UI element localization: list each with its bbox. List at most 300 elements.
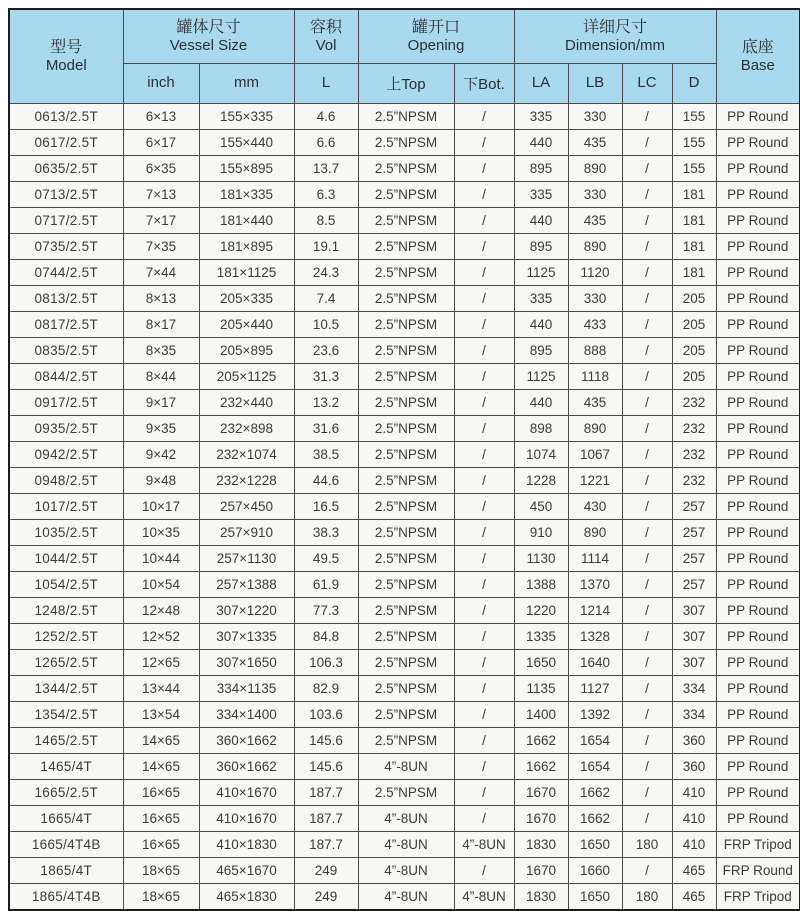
cell-la: 1125: [514, 363, 568, 389]
cell-vol: 7.4: [294, 285, 358, 311]
table-row: [9, 467, 800, 493]
subheader-inch-label: inch: [147, 74, 175, 91]
cell-d: 205: [672, 285, 716, 311]
cell-inch: 16×65: [123, 779, 199, 805]
table-row: [9, 649, 800, 675]
cell-la: 1135: [514, 675, 568, 701]
cell-d: 465: [672, 857, 716, 883]
cell-vol: 8.5: [294, 207, 358, 233]
cell-model: 1465/4T: [9, 753, 123, 779]
header-vessel-size-en: Vessel Size: [169, 36, 248, 54]
cell-lc: /: [622, 155, 672, 181]
cell-top: 2.5”NPSM: [358, 207, 454, 233]
cell-d: 257: [672, 571, 716, 597]
table-row: [9, 207, 800, 233]
cell-model: 0635/2.5T: [9, 155, 123, 181]
cell-lb: 1660: [568, 857, 622, 883]
cell-mm: 307×1220: [199, 597, 294, 623]
cell-inch: 14×65: [123, 727, 199, 753]
cell-base: FRP Round: [716, 857, 800, 883]
cell-d: 181: [672, 207, 716, 233]
cell-top: 2.5”NPSM: [358, 675, 454, 701]
cell-inch: 12×48: [123, 597, 199, 623]
cell-model: 1252/2.5T: [9, 623, 123, 649]
cell-base: PP Round: [716, 467, 800, 493]
cell-la: 1220: [514, 597, 568, 623]
table-row: [9, 259, 800, 285]
cell-inch: 6×13: [123, 103, 199, 129]
cell-model: 1035/2.5T: [9, 519, 123, 545]
cell-vol: 61.9: [294, 571, 358, 597]
cell-d: 155: [672, 129, 716, 155]
cell-top: 2.5”NPSM: [358, 155, 454, 181]
subheader-inch: [123, 63, 199, 103]
header-vol-zh: 容积: [310, 18, 343, 36]
header-base-en: Base: [740, 56, 775, 74]
cell-vol: 38.3: [294, 519, 358, 545]
cell-la: 910: [514, 519, 568, 545]
table-row: [9, 311, 800, 337]
cell-la: 440: [514, 207, 568, 233]
cell-bot: /: [454, 103, 514, 129]
header-vol-en: Vol: [315, 36, 337, 54]
cell-top: 4”-8UN: [358, 831, 454, 857]
cell-d: 155: [672, 155, 716, 181]
table-row: [9, 389, 800, 415]
table-row: [9, 883, 800, 910]
cell-mm: 232×898: [199, 415, 294, 441]
cell-base: PP Round: [716, 805, 800, 831]
table-row: [9, 415, 800, 441]
cell-mm: 257×450: [199, 493, 294, 519]
cell-lc: /: [622, 467, 672, 493]
cell-bot: /: [454, 597, 514, 623]
subheader-bot: [454, 63, 514, 103]
cell-lc: /: [622, 207, 672, 233]
table-row: [9, 571, 800, 597]
subheader-lb-label: LB: [585, 74, 605, 91]
cell-lb: 433: [568, 311, 622, 337]
cell-lb: 435: [568, 389, 622, 415]
cell-bot: /: [454, 363, 514, 389]
cell-la: 1830: [514, 831, 568, 857]
cell-lc: /: [622, 441, 672, 467]
cell-model: 1665/4T4B: [9, 831, 123, 857]
subheader-lc-label: LC: [637, 74, 657, 91]
cell-la: 1662: [514, 753, 568, 779]
cell-base: PP Round: [716, 441, 800, 467]
cell-base: PP Round: [716, 311, 800, 337]
cell-inch: 12×52: [123, 623, 199, 649]
table-row: [9, 701, 800, 727]
cell-lc: /: [622, 363, 672, 389]
cell-mm: 465×1670: [199, 857, 294, 883]
cell-lb: 435: [568, 207, 622, 233]
cell-top: 2.5”NPSM: [358, 129, 454, 155]
cell-la: 335: [514, 285, 568, 311]
cell-vol: 24.3: [294, 259, 358, 285]
cell-base: PP Round: [716, 155, 800, 181]
cell-bot: /: [454, 727, 514, 753]
cell-vol: 23.6: [294, 337, 358, 363]
cell-lb: 1127: [568, 675, 622, 701]
cell-la: 895: [514, 337, 568, 363]
subheader-mm: [199, 63, 294, 103]
cell-bot: /: [454, 311, 514, 337]
cell-top: 2.5”NPSM: [358, 493, 454, 519]
cell-bot: /: [454, 259, 514, 285]
cell-la: 1670: [514, 857, 568, 883]
cell-top: 4”-8UN: [358, 805, 454, 831]
cell-model: 1054/2.5T: [9, 571, 123, 597]
table-row: [9, 103, 800, 129]
cell-model: 0813/2.5T: [9, 285, 123, 311]
cell-d: 465: [672, 883, 716, 910]
subheader-top: [358, 63, 454, 103]
cell-bot: /: [454, 493, 514, 519]
header-dimension: [514, 9, 716, 63]
cell-base: PP Round: [716, 129, 800, 155]
cell-top: 4”-8UN: [358, 883, 454, 910]
cell-vol: 103.6: [294, 701, 358, 727]
cell-d: 410: [672, 779, 716, 805]
cell-inch: 7×13: [123, 181, 199, 207]
cell-model: 0613/2.5T: [9, 103, 123, 129]
cell-top: 2.5”NPSM: [358, 181, 454, 207]
cell-mm: 257×1388: [199, 571, 294, 597]
cell-mm: 181×335: [199, 181, 294, 207]
cell-lc: 180: [622, 883, 672, 910]
header-vessel-size-zh: 罐体尺寸: [176, 18, 241, 36]
cell-bot: /: [454, 805, 514, 831]
cell-mm: 307×1335: [199, 623, 294, 649]
cell-inch: 16×65: [123, 805, 199, 831]
cell-model: 1665/2.5T: [9, 779, 123, 805]
cell-base: PP Round: [716, 181, 800, 207]
cell-bot: /: [454, 779, 514, 805]
cell-bot: /: [454, 233, 514, 259]
cell-mm: 257×1130: [199, 545, 294, 571]
cell-lc: /: [622, 857, 672, 883]
cell-model: 0835/2.5T: [9, 337, 123, 363]
cell-vol: 145.6: [294, 727, 358, 753]
cell-la: 335: [514, 181, 568, 207]
cell-base: PP Round: [716, 233, 800, 259]
cell-vol: 13.2: [294, 389, 358, 415]
cell-la: 1400: [514, 701, 568, 727]
cell-lc: /: [622, 675, 672, 701]
cell-la: 1650: [514, 649, 568, 675]
cell-mm: 205×1125: [199, 363, 294, 389]
cell-d: 360: [672, 753, 716, 779]
cell-top: 2.5”NPSM: [358, 545, 454, 571]
subheader-bot-label: 下Bot.: [463, 75, 505, 93]
cell-lb: 330: [568, 181, 622, 207]
cell-vol: 13.7: [294, 155, 358, 181]
cell-inch: 9×42: [123, 441, 199, 467]
cell-lb: 1650: [568, 831, 622, 857]
cell-model: 0942/2.5T: [9, 441, 123, 467]
cell-inch: 12×65: [123, 649, 199, 675]
cell-lc: /: [622, 597, 672, 623]
cell-top: 2.5”NPSM: [358, 259, 454, 285]
cell-lb: 330: [568, 103, 622, 129]
header-model-en: Model: [45, 56, 87, 74]
cell-top: 2.5”NPSM: [358, 415, 454, 441]
cell-inch: 6×35: [123, 155, 199, 181]
cell-inch: 13×54: [123, 701, 199, 727]
cell-bot: /: [454, 441, 514, 467]
cell-inch: 9×48: [123, 467, 199, 493]
cell-lb: 888: [568, 337, 622, 363]
table-row: [9, 181, 800, 207]
cell-inch: 7×17: [123, 207, 199, 233]
cell-model: 0817/2.5T: [9, 311, 123, 337]
cell-top: 2.5”NPSM: [358, 311, 454, 337]
table-row: [9, 155, 800, 181]
cell-inch: 10×17: [123, 493, 199, 519]
cell-vol: 106.3: [294, 649, 358, 675]
table-row: [9, 597, 800, 623]
cell-bot: /: [454, 467, 514, 493]
table-row: [9, 779, 800, 805]
table-row: [9, 363, 800, 389]
cell-top: 2.5”NPSM: [358, 467, 454, 493]
cell-lc: /: [622, 519, 672, 545]
cell-model: 1044/2.5T: [9, 545, 123, 571]
table-row: [9, 727, 800, 753]
table-body: [9, 103, 800, 910]
cell-top: 2.5”NPSM: [358, 233, 454, 259]
cell-lb: 1640: [568, 649, 622, 675]
cell-top: 2.5”NPSM: [358, 441, 454, 467]
cell-bot: /: [454, 675, 514, 701]
cell-lb: 1118: [568, 363, 622, 389]
cell-lc: /: [622, 233, 672, 259]
cell-d: 257: [672, 493, 716, 519]
cell-inch: 18×65: [123, 883, 199, 910]
cell-d: 334: [672, 675, 716, 701]
cell-top: 2.5”NPSM: [358, 519, 454, 545]
cell-d: 181: [672, 233, 716, 259]
cell-base: PP Round: [716, 701, 800, 727]
header-vol: [294, 9, 358, 63]
cell-lc: /: [622, 181, 672, 207]
cell-model: 0735/2.5T: [9, 233, 123, 259]
cell-model: 1665/4T: [9, 805, 123, 831]
cell-lb: 890: [568, 155, 622, 181]
cell-top: 4”-8UN: [358, 857, 454, 883]
subheader-la: [514, 63, 568, 103]
table-row: [9, 857, 800, 883]
cell-d: 307: [672, 597, 716, 623]
cell-lc: /: [622, 623, 672, 649]
cell-la: 1074: [514, 441, 568, 467]
header-base: [716, 9, 800, 103]
cell-lc: /: [622, 103, 672, 129]
cell-mm: 205×335: [199, 285, 294, 311]
table-row: [9, 753, 800, 779]
cell-model: 1865/4T: [9, 857, 123, 883]
header-base-zh: 底座: [741, 38, 774, 56]
cell-lb: 890: [568, 415, 622, 441]
cell-model: 1265/2.5T: [9, 649, 123, 675]
cell-vol: 38.5: [294, 441, 358, 467]
cell-base: PP Round: [716, 623, 800, 649]
cell-la: 898: [514, 415, 568, 441]
cell-lb: 1654: [568, 753, 622, 779]
cell-base: FRP Tripod: [716, 883, 800, 910]
cell-base: PP Round: [716, 649, 800, 675]
header-model: [9, 9, 123, 103]
cell-d: 155: [672, 103, 716, 129]
cell-d: 410: [672, 831, 716, 857]
cell-lc: /: [622, 753, 672, 779]
cell-la: 895: [514, 233, 568, 259]
cell-top: 2.5”NPSM: [358, 623, 454, 649]
cell-vol: 31.3: [294, 363, 358, 389]
cell-mm: 232×1074: [199, 441, 294, 467]
cell-bot: 4”-8UN: [454, 831, 514, 857]
cell-inch: 10×35: [123, 519, 199, 545]
cell-mm: 232×440: [199, 389, 294, 415]
cell-vol: 16.5: [294, 493, 358, 519]
cell-lb: 430: [568, 493, 622, 519]
cell-inch: 8×44: [123, 363, 199, 389]
cell-inch: 8×35: [123, 337, 199, 363]
cell-inch: 9×17: [123, 389, 199, 415]
cell-top: 2.5”NPSM: [358, 649, 454, 675]
cell-lb: 1662: [568, 779, 622, 805]
header-opening-en: Opening: [407, 36, 465, 54]
cell-d: 334: [672, 701, 716, 727]
cell-bot: /: [454, 753, 514, 779]
cell-top: 2.5”NPSM: [358, 727, 454, 753]
cell-la: 1670: [514, 779, 568, 805]
cell-mm: 334×1400: [199, 701, 294, 727]
cell-inch: 6×17: [123, 129, 199, 155]
cell-lb: 1214: [568, 597, 622, 623]
cell-la: 895: [514, 155, 568, 181]
cell-la: 1662: [514, 727, 568, 753]
cell-lc: /: [622, 727, 672, 753]
cell-base: PP Round: [716, 727, 800, 753]
cell-model: 1017/2.5T: [9, 493, 123, 519]
cell-mm: 181×895: [199, 233, 294, 259]
cell-base: PP Round: [716, 675, 800, 701]
cell-vol: 187.7: [294, 779, 358, 805]
cell-lb: 1650: [568, 883, 622, 910]
cell-base: PP Round: [716, 337, 800, 363]
cell-base: PP Round: [716, 363, 800, 389]
table-row: [9, 233, 800, 259]
cell-bot: /: [454, 337, 514, 363]
subheader-top-label: 上Top: [386, 75, 426, 93]
cell-lc: /: [622, 337, 672, 363]
cell-lb: 330: [568, 285, 622, 311]
cell-la: 1335: [514, 623, 568, 649]
cell-lb: 1221: [568, 467, 622, 493]
cell-model: 1465/2.5T: [9, 727, 123, 753]
cell-vol: 145.6: [294, 753, 358, 779]
header-opening: [358, 9, 514, 63]
cell-top: 2.5”NPSM: [358, 701, 454, 727]
cell-bot: /: [454, 129, 514, 155]
header-vessel-size: [123, 9, 294, 63]
cell-lb: 1392: [568, 701, 622, 727]
cell-top: 2.5”NPSM: [358, 285, 454, 311]
cell-d: 205: [672, 363, 716, 389]
cell-model: 0917/2.5T: [9, 389, 123, 415]
cell-model: 1344/2.5T: [9, 675, 123, 701]
cell-mm: 181×440: [199, 207, 294, 233]
cell-bot: /: [454, 285, 514, 311]
cell-bot: /: [454, 207, 514, 233]
cell-lb: 1662: [568, 805, 622, 831]
cell-d: 232: [672, 441, 716, 467]
cell-la: 1130: [514, 545, 568, 571]
cell-lb: 1654: [568, 727, 622, 753]
subheader-lc: [622, 63, 672, 103]
cell-mm: 410×1830: [199, 831, 294, 857]
cell-lb: 890: [568, 519, 622, 545]
cell-base: PP Round: [716, 545, 800, 571]
cell-d: 181: [672, 259, 716, 285]
cell-base: PP Round: [716, 207, 800, 233]
cell-mm: 155×440: [199, 129, 294, 155]
table-row: [9, 285, 800, 311]
cell-inch: 18×65: [123, 857, 199, 883]
cell-d: 257: [672, 519, 716, 545]
cell-lc: /: [622, 129, 672, 155]
cell-lb: 1067: [568, 441, 622, 467]
table-row: [9, 623, 800, 649]
cell-base: PP Round: [716, 493, 800, 519]
cell-vol: 187.7: [294, 805, 358, 831]
cell-lb: 1120: [568, 259, 622, 285]
cell-mm: 205×440: [199, 311, 294, 337]
cell-top: 2.5”NPSM: [358, 337, 454, 363]
cell-bot: /: [454, 571, 514, 597]
cell-la: 1125: [514, 259, 568, 285]
cell-d: 257: [672, 545, 716, 571]
cell-bot: /: [454, 181, 514, 207]
cell-inch: 10×44: [123, 545, 199, 571]
cell-model: 0617/2.5T: [9, 129, 123, 155]
cell-base: PP Round: [716, 519, 800, 545]
table-row: [9, 519, 800, 545]
cell-top: 2.5”NPSM: [358, 389, 454, 415]
cell-d: 410: [672, 805, 716, 831]
subheader-d: [672, 63, 716, 103]
cell-bot: /: [454, 415, 514, 441]
cell-bot: /: [454, 649, 514, 675]
cell-d: 232: [672, 467, 716, 493]
cell-base: PP Round: [716, 571, 800, 597]
cell-vol: 77.3: [294, 597, 358, 623]
cell-d: 205: [672, 311, 716, 337]
cell-d: 232: [672, 415, 716, 441]
cell-lc: /: [622, 311, 672, 337]
cell-lb: 1114: [568, 545, 622, 571]
cell-vol: 6.3: [294, 181, 358, 207]
cell-bot: /: [454, 623, 514, 649]
cell-model: 0717/2.5T: [9, 207, 123, 233]
cell-bot: /: [454, 389, 514, 415]
cell-la: 1830: [514, 883, 568, 910]
cell-lc: /: [622, 389, 672, 415]
cell-lc: /: [622, 805, 672, 831]
